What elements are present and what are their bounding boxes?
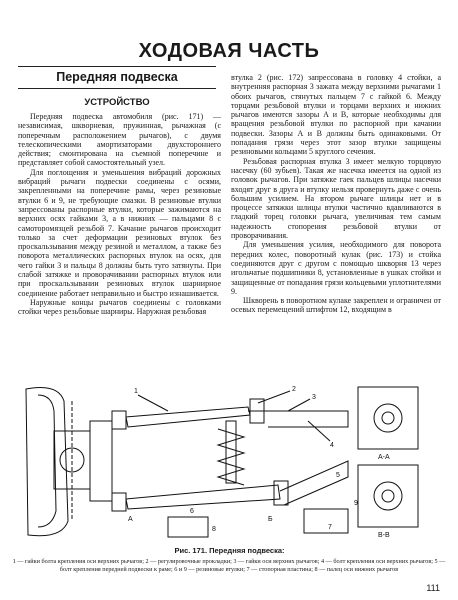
callout-label: 3	[312, 394, 316, 401]
leader-line	[138, 395, 168, 411]
detail-aa-sleeve	[382, 412, 394, 424]
callout-label: 9	[354, 500, 358, 507]
text-column-right	[231, 73, 441, 380]
detail-lower-bushing	[168, 517, 208, 537]
page-number: 111	[426, 583, 440, 593]
callout-label: 2	[292, 386, 296, 393]
detail-vv-frame	[358, 465, 418, 527]
paragraph: Резьбовая распорная втулка 3 имеет мелкую торцовую насечку (60 зубьев). Такая же насечка имеется на одной из головок рычагов. При затяжке гаек пальцев шлицы насечки входят друг в друга и втулку нельзя провернуть даже с очень большим усилием. На втором рычаге шлицы нет и в процессе затяжки шлицы втулки частично вдавливаются в гладкий торец головки рычага, увеличивая тем самым надежность стопорения резьбовой втулки от проворачивания.	[231, 156, 441, 241]
detail-vv-bushing	[374, 482, 402, 510]
section-mark-b: Б	[268, 516, 273, 523]
lower-ball-joint	[112, 493, 126, 511]
crossmember	[248, 411, 348, 427]
callout-label: 4	[330, 442, 334, 449]
wheel-rim	[38, 395, 56, 527]
subsection-title: УСТРОЙСТВО	[84, 97, 150, 108]
upper-arm	[126, 407, 250, 427]
coil-spring	[218, 429, 244, 485]
suspension-figure	[18, 381, 441, 541]
detail-aa-bushing	[374, 404, 402, 432]
section-rule-bottom	[18, 88, 216, 89]
crossmember-lower	[280, 461, 348, 505]
steering-knuckle	[90, 421, 112, 501]
paragraph: Наружные концы рычагов соединены с головками стойки через резьбовые шарниры. Наружная резьбовая	[18, 297, 221, 317]
figure-caption: Рис. 171. Передняя подвеска:	[174, 546, 285, 555]
chapter-title: ХОДОВАЯ ЧАСТЬ	[138, 40, 320, 62]
callout-label: 5	[336, 472, 340, 479]
section-mark-a: А	[128, 516, 133, 523]
detail-lower-bushing-2	[304, 509, 348, 533]
leader-line	[308, 421, 330, 441]
figure-legend: 1 — гайки болта крепления оси верхних рычагов; 2 — регулировочные прокладки; 3 — гайки оси верхних рычагов; 4 — болт крепления оси верхних рычагов; 5 — болт крепления передней подвески к раме; 6 и 9 — резиновые втулки; 7 — стопорная пластина; 8 — палец оси нижних рычагов	[12, 558, 446, 573]
detail-aa-frame	[358, 387, 418, 449]
text-column-left	[18, 112, 221, 380]
leader-line	[288, 399, 310, 411]
lower-arm	[126, 485, 280, 509]
paragraph: Для уменьшения усилия, необходимого для поворота передних колес, поворотный кулак (рис. 173) и стойка соединяются друг с другом с помощью шкворня 13 через игольчатые подшипники 8, установленные в ушках стойки и защищенные от попадания грязи кольцевыми уплотнителями 9.	[231, 240, 441, 296]
callout-label: 8	[212, 526, 216, 533]
callout-label: 1	[134, 388, 138, 395]
upper-ball-joint	[112, 411, 126, 429]
tire-section	[26, 388, 68, 536]
leader-line	[258, 391, 290, 403]
callout-label: 6	[190, 508, 194, 515]
paragraph: Шкворень в поворотном кулаке закреплен и ограничен от осевых перемещений штифтом 12, входящим в	[231, 296, 441, 315]
paragraph: Передняя подвеска автомобиля (рис. 171) — независимая, шкворневая, пружинная, рычажная (с поперечным расположением рычагов), с двумя телескопическими амортизаторами двухстороннего действия; смонтирована на съемной поперечине и представляет собой самостоятельный узел.	[18, 112, 221, 168]
detail-vv-sleeve	[382, 490, 394, 502]
paragraph: Для поглощения и уменьшения вибраций дорожных вибраций рычаги подвески соединены с осями, закрепленными на поперечине рамы, через резиновые втулки 6 и 9, не требующие смазки. В резиновые втулки запрессованы распорные втулки, которые зажимаются на верхних осях гайками 3, а в нижних — пальцами 8 с самоторомязцей резьбой 7. Качание рычагов происходит только за счет деформации резиновых втулок без проскальзывания между резиной и металлом, а также без поворота металлических распорных втулок на осях, для чего гайки 3 и пальцы 8 должны быть туго затянуты. При слабой затяжке и проворачивании распорных втулок или при проскальзывании резиновых втулок шарнирное соединение работает неправильно и быстро изнашивается.	[18, 167, 221, 298]
section-title: Передняя подвеска	[56, 70, 178, 84]
lower-arm-bracket	[274, 481, 288, 505]
callout-label: 7	[328, 524, 332, 531]
paragraph: втулка 2 (рис. 172) запрессована в головку 4 стойки, а внутренняя распорная 3 зажата между верхними рычагами 1 обоих рычагов, стянутых пальцем 7 с гайкой 6. Между торцами резьбовой втулки и торцами верхних и нижних рычагов имеются зазоры А и В, которые необходимы для вращения резьбовой втулки по распорной при качании подвески. Зазоры А и В должны быть одинаковыми. От попадания грязи через этот зазор втулки защищены резиновыми кольцами 5 круглого сечения.	[231, 73, 441, 157]
section-rule-top	[18, 66, 216, 67]
section-label-aa: А-А	[378, 454, 390, 461]
section-label-vv: В-В	[378, 532, 390, 539]
